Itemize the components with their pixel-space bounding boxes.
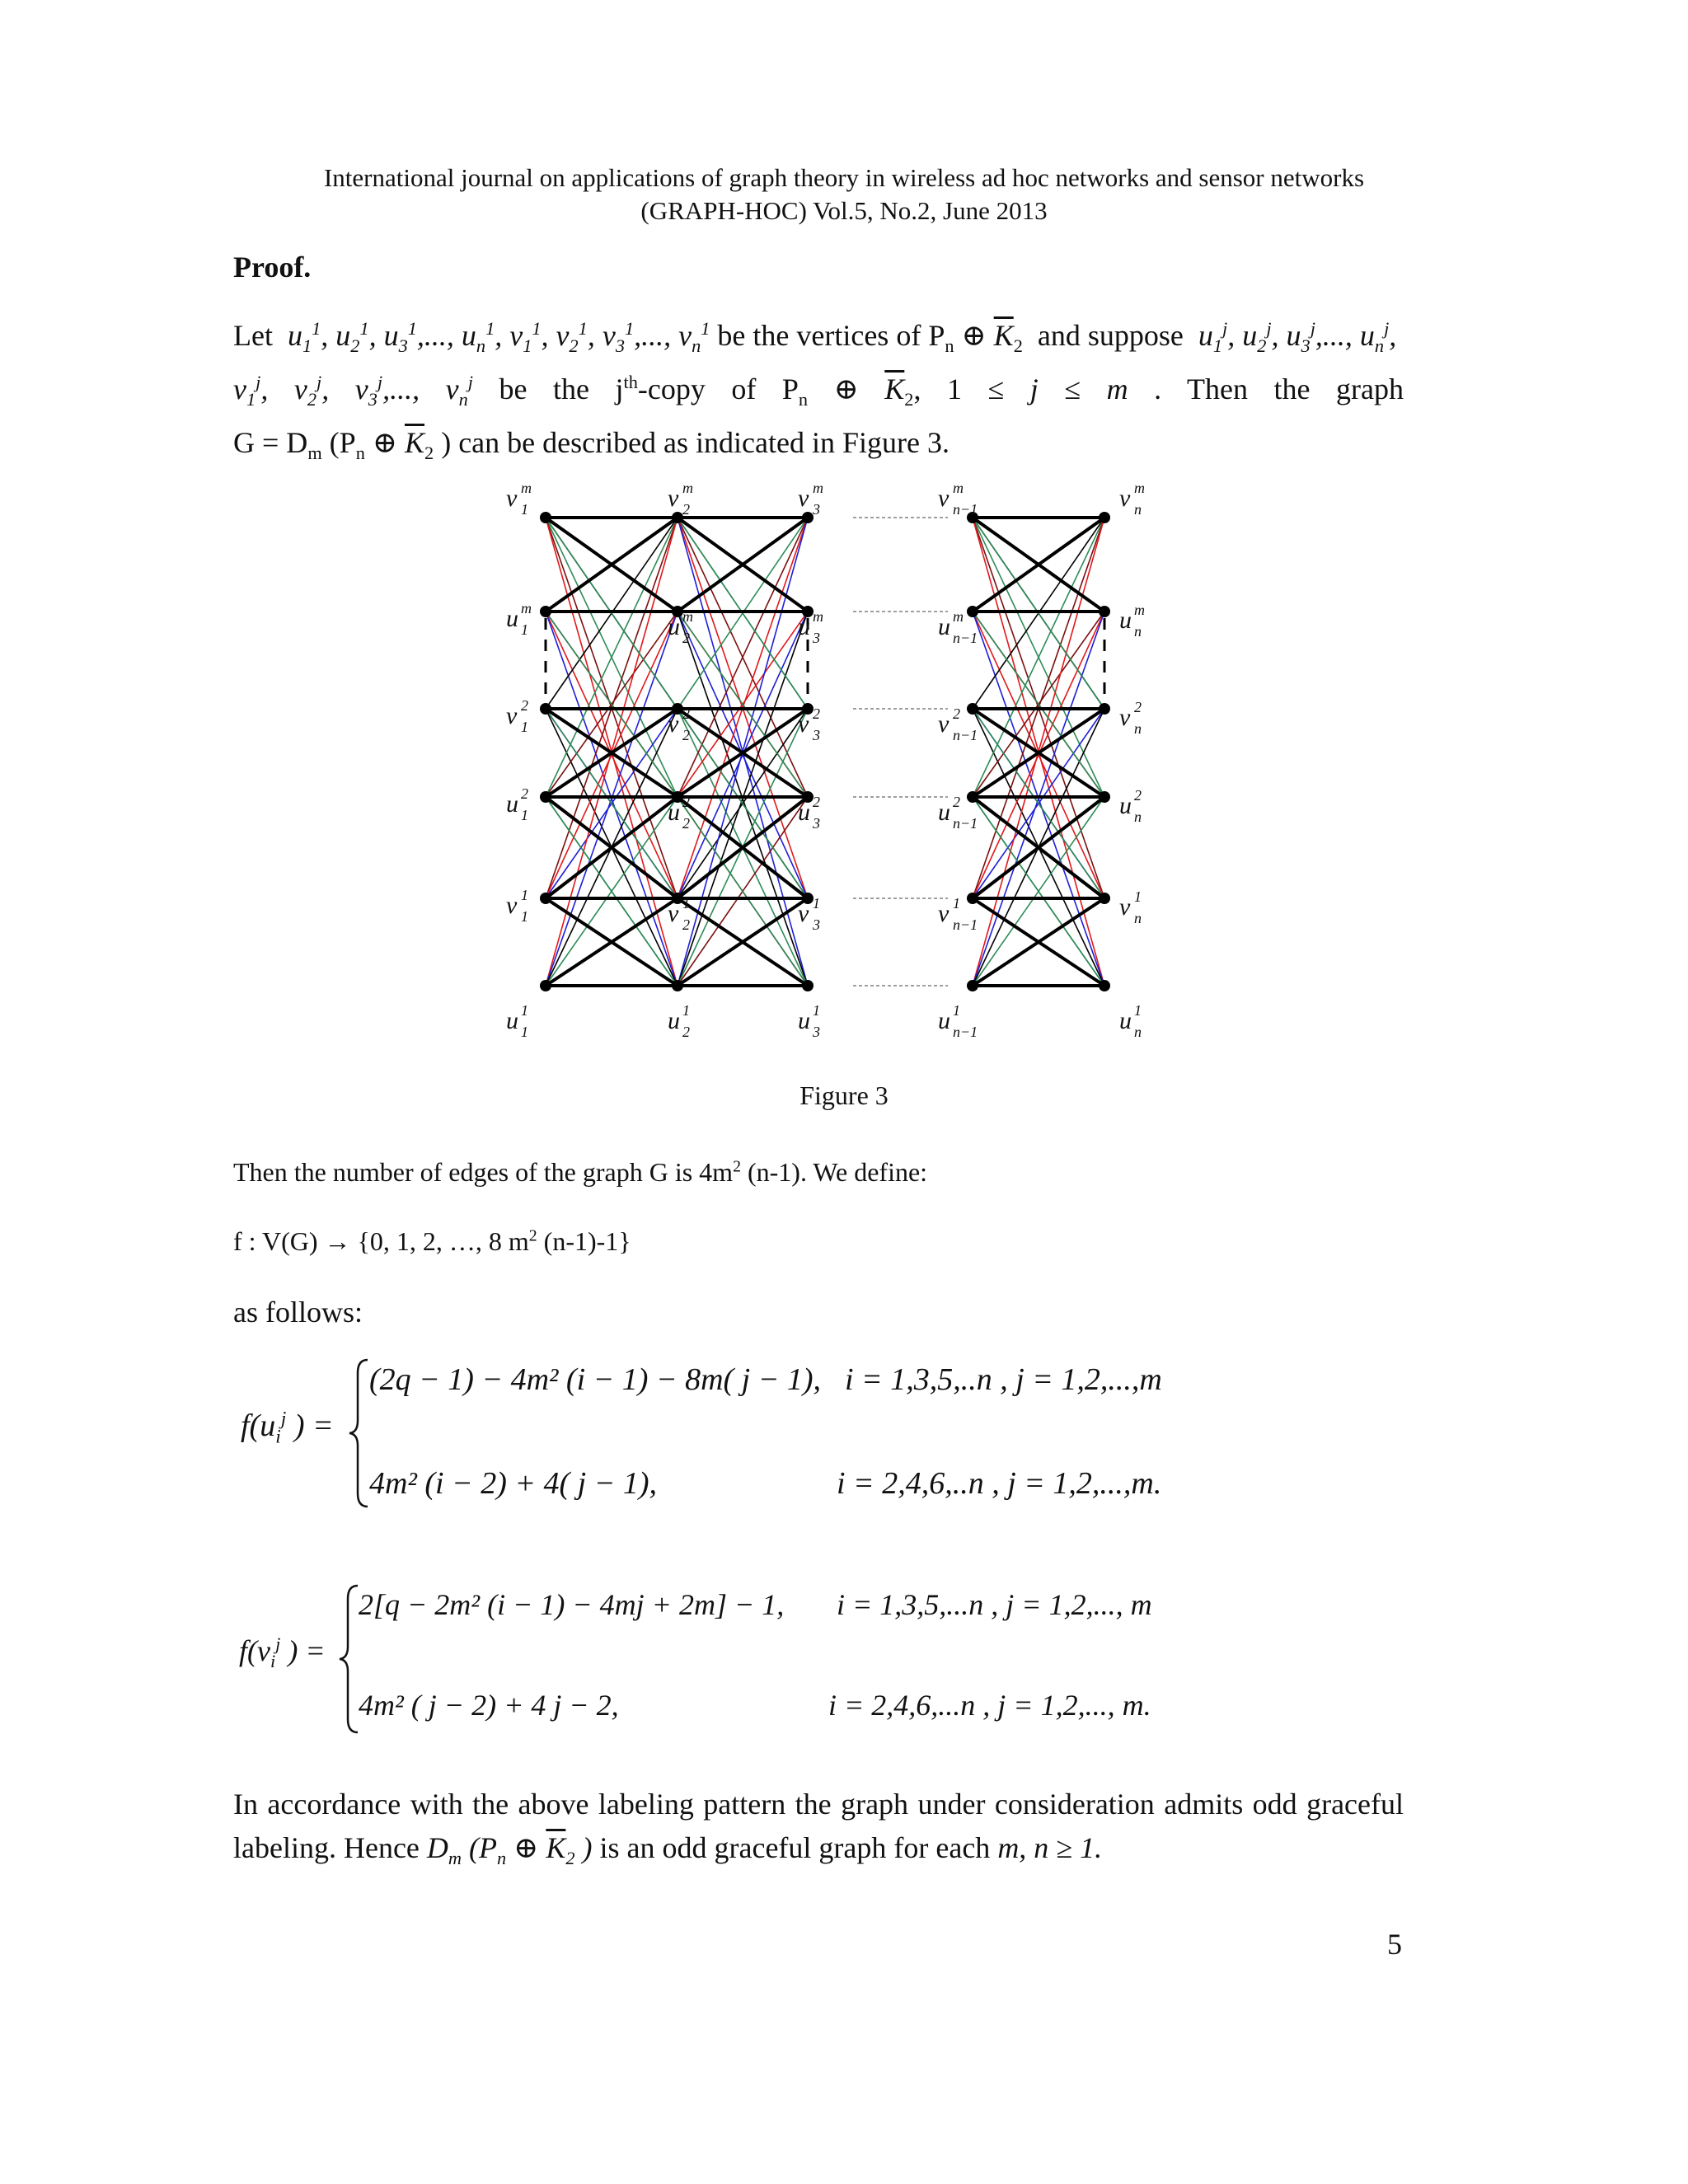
vertex-label-subscript: 2 [682, 916, 690, 933]
vertex-label-superscript: 1 [682, 895, 690, 912]
graph-vertex [672, 512, 683, 523]
vertex-label: u [1119, 792, 1132, 819]
vertex-label-subscript: n [1134, 623, 1142, 640]
vertex-label-superscript: m [521, 480, 532, 496]
vertex-label: u [668, 799, 680, 826]
graph-vertex [540, 791, 551, 803]
vertex-label-subscript: 2 [682, 501, 690, 518]
vertex-label-superscript: 2 [1134, 699, 1142, 715]
vertex-label-superscript: 2 [682, 705, 690, 722]
vertex-label: u [938, 1007, 950, 1034]
vertex-label: u [668, 613, 680, 640]
vertex-label-subscript: n−1 [953, 916, 978, 933]
vertex-label: v [1119, 704, 1131, 731]
figure-caption: Figure 3 [799, 1080, 889, 1110]
vertex-label: v [938, 710, 950, 738]
vertex-label-subscript: n [1134, 808, 1142, 825]
vertex-label-superscript: 1 [1134, 1002, 1142, 1019]
vertex-label-subscript: n [1134, 720, 1142, 737]
fv-cond2: i = 2,4,6,...n , j = 1,2,..., m. [828, 1689, 1151, 1722]
vertex-label-subscript: 1 [521, 621, 528, 638]
vertex-label: u [1119, 1007, 1132, 1034]
vertex-label-superscript: 1 [521, 887, 528, 903]
vertex-label: v [668, 900, 679, 927]
vertex-label: v [938, 900, 950, 927]
vertex-label-superscript: 1 [953, 1002, 960, 1019]
graph-vertex [1099, 980, 1110, 991]
vertex-label: v [668, 485, 679, 512]
fu-case1: (2q − 1) − 4m² (i − 1) − 8m( j − 1), [369, 1362, 822, 1397]
vertex-label: v [506, 702, 518, 729]
vertex-label-subscript: 3 [813, 630, 820, 646]
vertex-label-superscript: m [1134, 602, 1145, 618]
vertex-label-superscript: m [953, 608, 964, 625]
fv-lhs: $f(v_i^j$ ) = [239, 1633, 326, 1672]
fu-cond1: i = 1,3,5,..n , j = 1,2,...,m [845, 1362, 1162, 1397]
vertex-label: u [1119, 607, 1132, 634]
graph-vertex [1099, 791, 1110, 803]
vertex-label-subscript: n−1 [953, 1024, 978, 1040]
vertex-label-subscript: 3 [813, 815, 820, 832]
vertex-label-superscript: 1 [1134, 888, 1142, 905]
vertex-label-superscript: m [1134, 480, 1145, 496]
vertex-label: v [668, 710, 679, 738]
graph-vertex [967, 980, 978, 991]
vertex-label-subscript: 1 [521, 1024, 528, 1040]
graph-vertex [1099, 512, 1110, 523]
vertex-label-subscript: 1 [521, 501, 528, 518]
intro-line-2: $v_1^j$, $v_2^j$, $v_3^j$,..., $v_n^j$ be the $j^{th}$-copy of $P_n$ ⊕ $\overline{K}_2$, 1 ≤ j ≤ m . Then the graph [233, 372, 1404, 410]
edges-count-text: Then the number of edges of the graph G is $4m^2$ (n-1). We define: [233, 1157, 928, 1187]
vertex-label: u [506, 1007, 518, 1034]
vertex-label-superscript: 1 [813, 895, 820, 912]
conclusion-line-2: labeling. Hence $D_m$ ($P_n$ ⊕ $\overline{K}_2$ ) is an odd graceful graph for each m, n ≥ 1. [233, 1831, 1103, 1869]
vertex-label-subscript: 1 [521, 908, 528, 925]
graph-vertex [967, 606, 978, 617]
vertex-label-subscript: 2 [682, 815, 690, 832]
vertex-label-superscript: m [682, 608, 693, 625]
graph-vertex [540, 703, 551, 715]
vertex-label-superscript: m [813, 480, 823, 496]
vertex-label-subscript: n−1 [953, 630, 978, 646]
vertex-label-superscript: 2 [813, 705, 820, 722]
vertex-label: v [1119, 893, 1131, 921]
graph-vertex [1099, 703, 1110, 715]
graph-vertex [540, 512, 551, 523]
vertex-label-superscript: 2 [682, 794, 690, 810]
vertex-label-superscript: 2 [1134, 787, 1142, 804]
vertex-label: u [668, 1007, 680, 1034]
vertex-label-subscript: n−1 [953, 727, 978, 743]
vertex-label: u [506, 790, 518, 818]
function-definition: f : V(G) → {0, 1, 2, …, 8 $m^2$ (n-1)-1} [233, 1226, 631, 1256]
graph-vertex [967, 893, 978, 904]
intro-line-3: $G = D_m$ ($P_n$ ⊕ $\overline{K}_2$ ) can be described as indicated in Figure 3. [233, 426, 950, 464]
vertex-label-subscript: 2 [682, 630, 690, 646]
fv-brace [336, 1584, 361, 1734]
page-number: 5 [1387, 1928, 1402, 1961]
vertex-label-subscript: 1 [521, 719, 528, 735]
vertex-label-subscript: 2 [682, 1024, 690, 1040]
vertex-label: v [506, 892, 518, 919]
fv-cond1: i = 1,3,5,...n , j = 1,2,..., m [837, 1588, 1152, 1621]
vertex-label-superscript: m [813, 608, 823, 625]
vertex-label: u [506, 605, 518, 632]
vertex-label-superscript: m [521, 600, 532, 616]
vertex-label-superscript: 1 [953, 895, 960, 912]
vertex-label: v [506, 485, 518, 512]
journal-header-line1: International journal on applications of graph theory in wireless ad hoc networks and sensor networks [323, 163, 1365, 192]
vertex-label: u [798, 799, 810, 826]
graph-vertex [967, 703, 978, 715]
vertex-label-superscript: 1 [682, 1002, 690, 1019]
vertex-label-subscript: n [1134, 910, 1142, 926]
vertex-label: v [798, 485, 809, 512]
graph-vertex [802, 980, 814, 991]
vertex-label: u [938, 613, 950, 640]
vertex-label: v [938, 485, 950, 512]
vertex-label: u [938, 799, 950, 826]
conclusion-line-1: In accordance with the above labeling pattern the graph under consideration admits odd graceful [233, 1788, 1404, 1821]
graph-vertex [967, 791, 978, 803]
vertex-label-subscript: 3 [813, 501, 820, 518]
vertex-label-subscript: 3 [813, 1024, 820, 1040]
figure-3-graph [0, 470, 1688, 1047]
vertex-label-subscript: n−1 [953, 501, 978, 518]
vertex-label-superscript: m [953, 480, 964, 496]
vertex-label: v [1119, 485, 1131, 512]
fu-cond2: i = 2,4,6,..n , j = 1,2,...,m. [837, 1466, 1162, 1501]
graph-vertex [540, 980, 551, 991]
graph-vertex [1099, 893, 1110, 904]
as-follows: as follows: [233, 1296, 363, 1329]
vertex-label-subscript: n [1134, 1024, 1142, 1040]
fu-brace [346, 1358, 371, 1508]
vertex-label-superscript: 2 [521, 697, 528, 714]
vertex-label-subscript: 1 [521, 807, 528, 823]
vertex-label-superscript: 1 [521, 1002, 528, 1019]
graph-vertex [672, 980, 683, 991]
vertex-label-subscript: 3 [813, 727, 820, 743]
graph-vertex [1099, 606, 1110, 617]
fu-case2: 4m² (i − 2) + 4( j − 1), [369, 1466, 657, 1501]
proof-heading: Proof. [233, 251, 312, 284]
vertex-label-superscript: 2 [813, 794, 820, 810]
vertex-label-superscript: m [682, 480, 693, 496]
fv-case2: 4m² ( j − 2) + 4 j − 2, [359, 1689, 619, 1722]
journal-header-line2: (GRAPH-HOC) Vol.5, No.2, June 2013 [640, 196, 1048, 225]
vertex-label: u [798, 1007, 810, 1034]
vertex-label-superscript: 1 [813, 1002, 820, 1019]
vertex-label: u [798, 613, 810, 640]
vertex-label: v [798, 900, 809, 927]
vertex-label-subscript: n [1134, 501, 1142, 518]
vertex-label-superscript: 2 [521, 785, 528, 802]
vertex-label-subscript: 3 [813, 916, 820, 933]
graph-vertex [540, 893, 551, 904]
graph-vertex [540, 606, 551, 617]
vertex-label-superscript: 2 [953, 705, 960, 722]
intro-line-1: Let $u_1^1$, $u_2^1$, $u_3^1$,..., $u_n^1$, $v_1^1$, $v_2^1$, $v_3^1$,..., $v_n^1$ be the vertices of $P_n$ ⊕ $\overline{K}_2$ and suppose $u_1^j$, $u_2^j$, $u_3^j$,..., $u_n^j$, [233, 318, 1397, 357]
vertex-label-subscript: 2 [682, 727, 690, 743]
vertex-label: v [798, 710, 809, 738]
graph-vertex [802, 512, 814, 523]
fu-lhs: $f(u_i^j$ ) = [241, 1408, 334, 1448]
vertex-label-subscript: n−1 [953, 815, 978, 832]
fv-case1: 2[q − 2m² (i − 1) − 4mj + 2m] − 1, [359, 1588, 785, 1621]
vertex-label-superscript: 2 [953, 794, 960, 810]
